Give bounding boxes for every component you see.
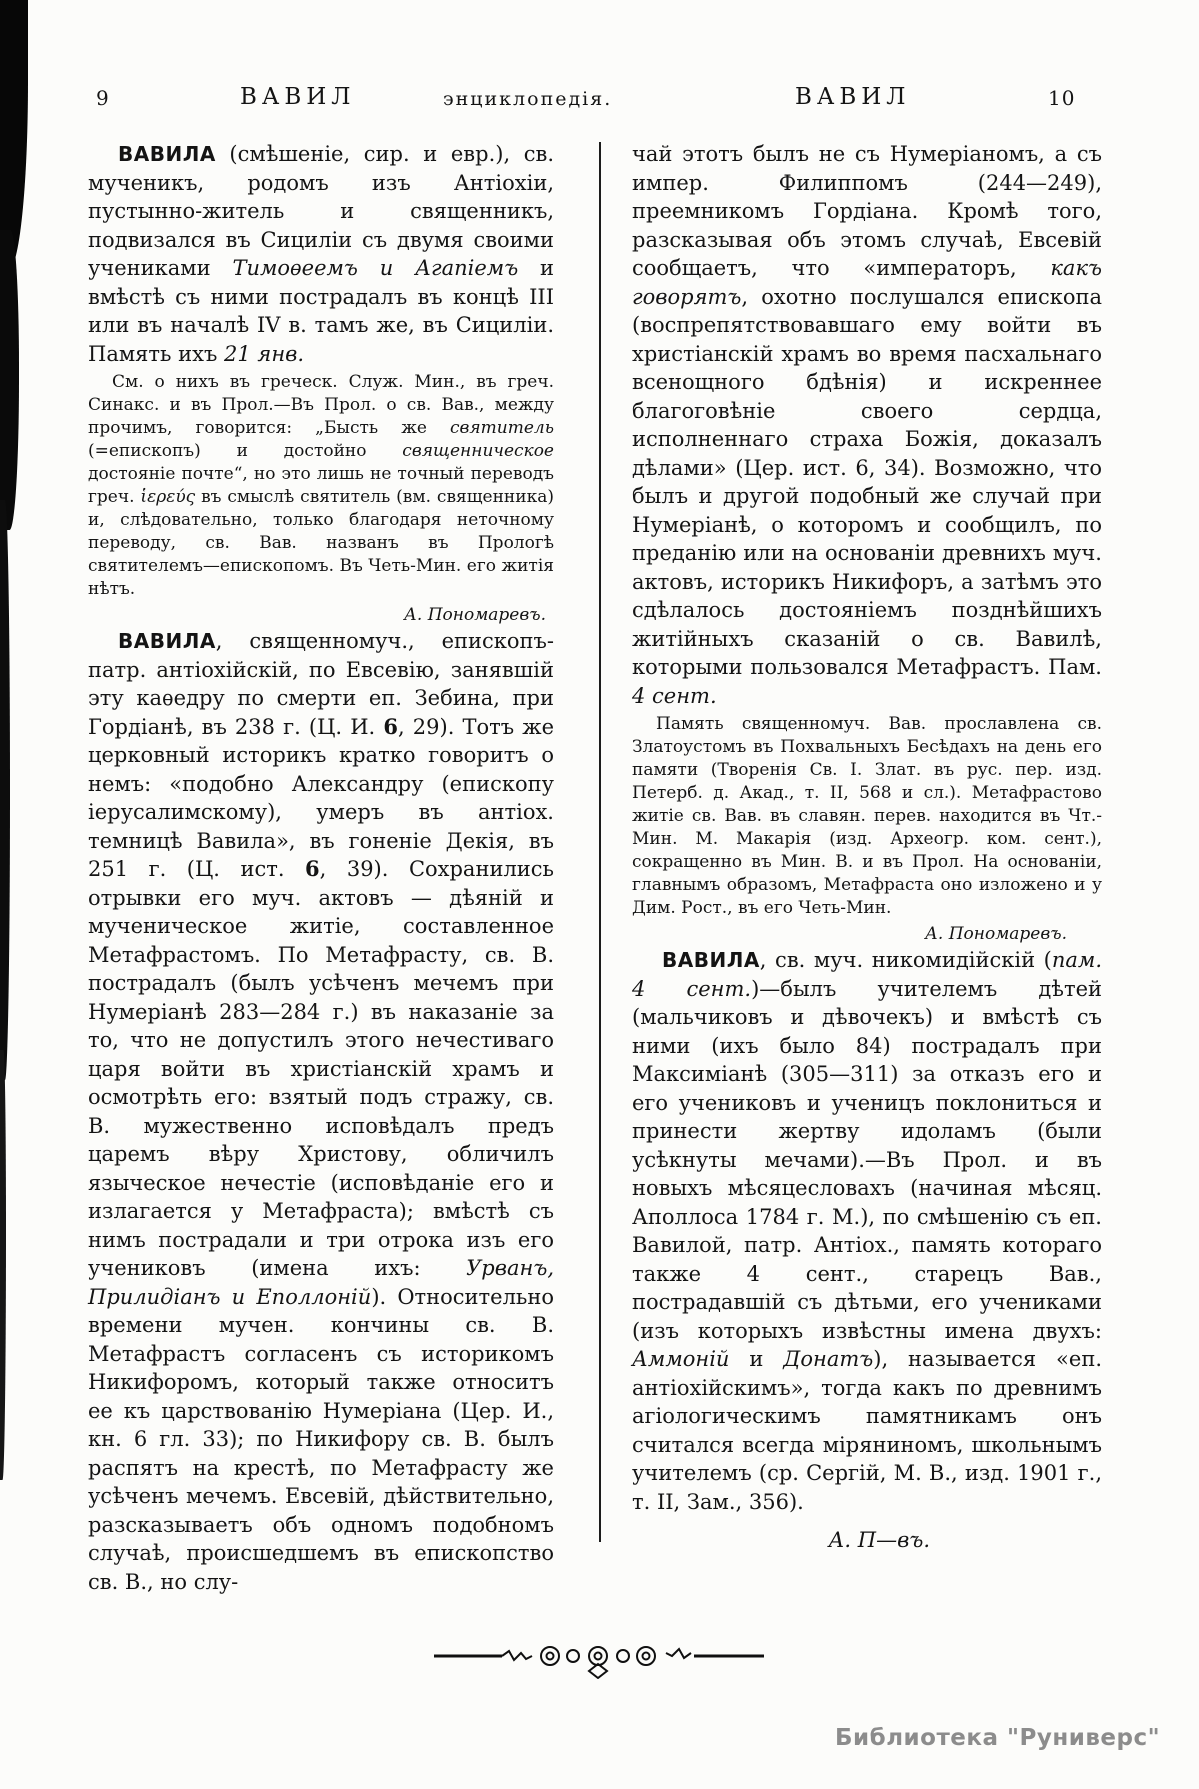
text-segment: Донатъ [783,1347,874,1371]
entry-signature: А. П—въ. [828,1528,930,1552]
text-segment: )—былъ учителемъ дѣтей (мальчиковъ и дѣвочекъ) и вмѣстѣ съ ними (ихъ было 84) пострадалъ при Максиміанѣ (305—311) за отказъ его и его учениковъ и ученицъ поклониться и принести жертву идоламъ (были усѣкнуты мечами).—Въ Прол. и въ новыхъ мѣсяцесловахъ (начиная мѣсяц. Аполлоса 1784 г. М.), по смѣшенію съ еп. Вавилой, патр. Антіох., память котораго также 4 сент., старецъ Вав., пострадавшій съ дѣтьми, его учениками (изъ которыхъ извѣстны имена двухъ: [632,976,1102,1343]
text-segment: , 29). Тотъ же церковный историкъ кратко говоритъ о немъ: «подобно Александру (епископу іерусалимскому), умеръ въ антіох. темницѣ Вавила», въ гоненіе Декія, въ 251 г. (Ц. ист. [88,714,554,881]
text-segment: Тимоѳеемъ и Агапіемъ [232,256,519,280]
entry-headword: ВАВИЛА [118,142,216,166]
ornament-divider [432,1645,766,1679]
column-divider-rule [599,142,601,1542]
entry-babila-antioch [88,627,554,1596]
text-segment: чай этотъ былъ не съ Нумеріаномъ, а съ импер. Филиппомъ (244—249), преемникомъ Гордіана. Кромѣ того, разсказывая объ этомъ случаѣ, Евсевій сообщаетъ, что «императоръ, [632,142,1102,280]
entry-babila-sicilian-note [88,371,554,601]
note-signature-left: А. Пономаревъ. [404,605,546,625]
text-segment: См. о нихъ въ греческ. Служ. Мин., въ греч. Синакс. и въ Прол.—Въ Прол. о св. Вав., между прочимъ, говорится: „Бысть же [88,372,554,438]
ink-blot [0,1050,6,1480]
entry-headword: ВАВИЛА [662,948,760,972]
entry-babila-antioch-note [632,713,1102,920]
left-column [88,140,554,1596]
text-segment: 21 янв. [224,341,305,366]
library-watermark: Библиотека "Руниверс" [835,1725,1161,1751]
text-segment: ). Относительно времени мучен. кончины св. В. Метафрастъ согласенъ съ историкомъ Никифоромъ, который также относитъ ее къ царствованію Нумеріана (Цер. И., кн. 6 гл. 33); по Никифору св. В. былъ распятъ на крестѣ, по Метафрасту же усѣченъ мечемъ. Евсевій, дѣйствительно, разсказываетъ объ одномъ подобномъ случаѣ, происшедшемъ въ епископство св. В., но слу- [88,1284,555,1594]
text-segment: , охотно послушался епископа (воспрепятствовавшаго ему войти въ христіанскій храмъ во время пасхальнаго всенощного бдѣнія) и искреннее благоговѣніе своего сердца, исполненнаго страха Божія, доказалъ дѣлами» (Цер. ист. 6, 34). Возможно, что былъ и другой подобный же случай при Нумеріанѣ, о которомъ и сообщилъ, по преданію или на основаніи древнихъ муч. актовъ, историкъ Никифоръ, а затѣмъ это сдѣлалось достояніемъ позднѣйшихъ житійныхъ сказаній о св. Вавилѣ, которыми пользовался Метафрастъ. Пам. [632,284,1102,679]
note-signature-right: А. Пономаревъ. [925,924,1067,944]
text-segment: въ смыслѣ святитель (вм. священника) и, слѣдовательно, только благодаря неточному переводу, св. Вав. названъ въ Прологѣ святителемъ—епископомъ. Въ Четь-Мин. его житія нѣтъ. [88,487,554,599]
text-segment: (=епископъ) и достойно [88,441,403,461]
text-segment: , св. муч. никомидійскій ( [759,948,1052,972]
text-segment: 4 сент. [632,683,717,708]
series-title: энциклопедія. [443,88,613,110]
text-segment: Память священномуч. Вав. прославлена св. Златоустомъ въ Похвальныхъ Бесѣдахъ на день его памяти (Творенія Св. І. Злат. въ рус. пер. изд. Петерб. д. Акад., т. II, 568 и сл.). Метафрастово житіе св. Вав. въ славян. перев. находится въ Чт.-Мин. М. Макарія (изд. Археогр. ком. сент.), сокращенно въ Мин. В. и въ Прол. На основаніи, главнымъ образомъ, Метафраста оно изложено и у Дим. Рост., въ его Четь-Мин. [632,714,1102,918]
ink-blot [0,500,10,1080]
text-segment: , 39). Сохранились отрывки его муч. актовъ — дѣяній и мученическое житіе, составленное Метафрастомъ. По Метафрасту, св. В. пострадалъ (былъ усѣченъ мечемъ при Нумеріанѣ 283—284 г.) въ наказаніе за то, что не допустилъ этого нечестиваго царя войти въ христіанскій храмъ и осмотрѣть его: взятый подъ стражу, св. В. мужественно исповѣдалъ предъ царемъ вѣру Христову, обличилъ языческое нечестіе (исповѣданіе его и излагается у Метафраста); вмѣстѣ съ нимъ пострадали и три отрока изъ его учениковъ (имена ихъ: [88,857,554,1280]
entry-babila-sicilian [88,140,554,368]
text-segment: пам. 4 сент. [632,948,1102,1001]
text-segment: (смѣшеніе, сир. и евр.), св. мученикъ, родомъ изъ Антіохіи, пустынно-житель и священникъ, подвизался въ Сициліи съ двумя своими учениками [88,142,554,280]
text-segment: Урванъ, Прилидіанъ и Еполлоній [88,1256,554,1309]
entry-babila-antioch-continuation [632,140,1102,710]
text-segment: и [729,1347,784,1371]
scan-edge-artifact [0,0,40,1789]
text-segment: ἱερεύς [140,487,196,507]
text-segment: 6 [305,856,320,881]
running-title-left: ВАВИЛ [240,84,356,110]
entry-headword: ВАВИЛА [118,629,216,653]
running-title-right: ВАВИЛ [795,84,911,110]
text-segment: и вмѣстѣ съ ними пострадалъ въ концѣ III или въ началѣ IV в. тамъ же, въ Сициліи. Память ихъ [88,256,555,366]
text-segment: Аммоній [632,1347,730,1371]
right-column [632,140,1102,1555]
entry-babila-nicomedia [632,946,1102,1516]
text-segment: священническое [402,441,554,461]
text-segment: , священномуч., епископъ-патр. антіохійскій, по Евсевію, занявшій эту каѳедру по смерти еп. Зебина, при Гордіанѣ, въ 238 г. (Ц. И. [88,629,554,739]
text-segment: достояніе почте“, но это лишь не точный переводъ греч. [88,464,554,507]
ink-blot [0,230,19,530]
page-number-right: 10 [1048,86,1076,110]
text-segment: какъ говорятъ [632,256,1102,309]
text-segment: 6 [383,713,398,739]
page-number-left: 9 [96,86,110,110]
text-segment: святитель [449,418,554,438]
text-segment: ), называется «еп. антіохійскимъ», тогда какъ по древнимъ агіологическимъ памятникамъ онъ считался всегда міряниномъ, школьнымъ учителемъ (ср. Сергій, М. В., изд. 1901 г., т. II, Зам., 356). [632,1347,1102,1514]
